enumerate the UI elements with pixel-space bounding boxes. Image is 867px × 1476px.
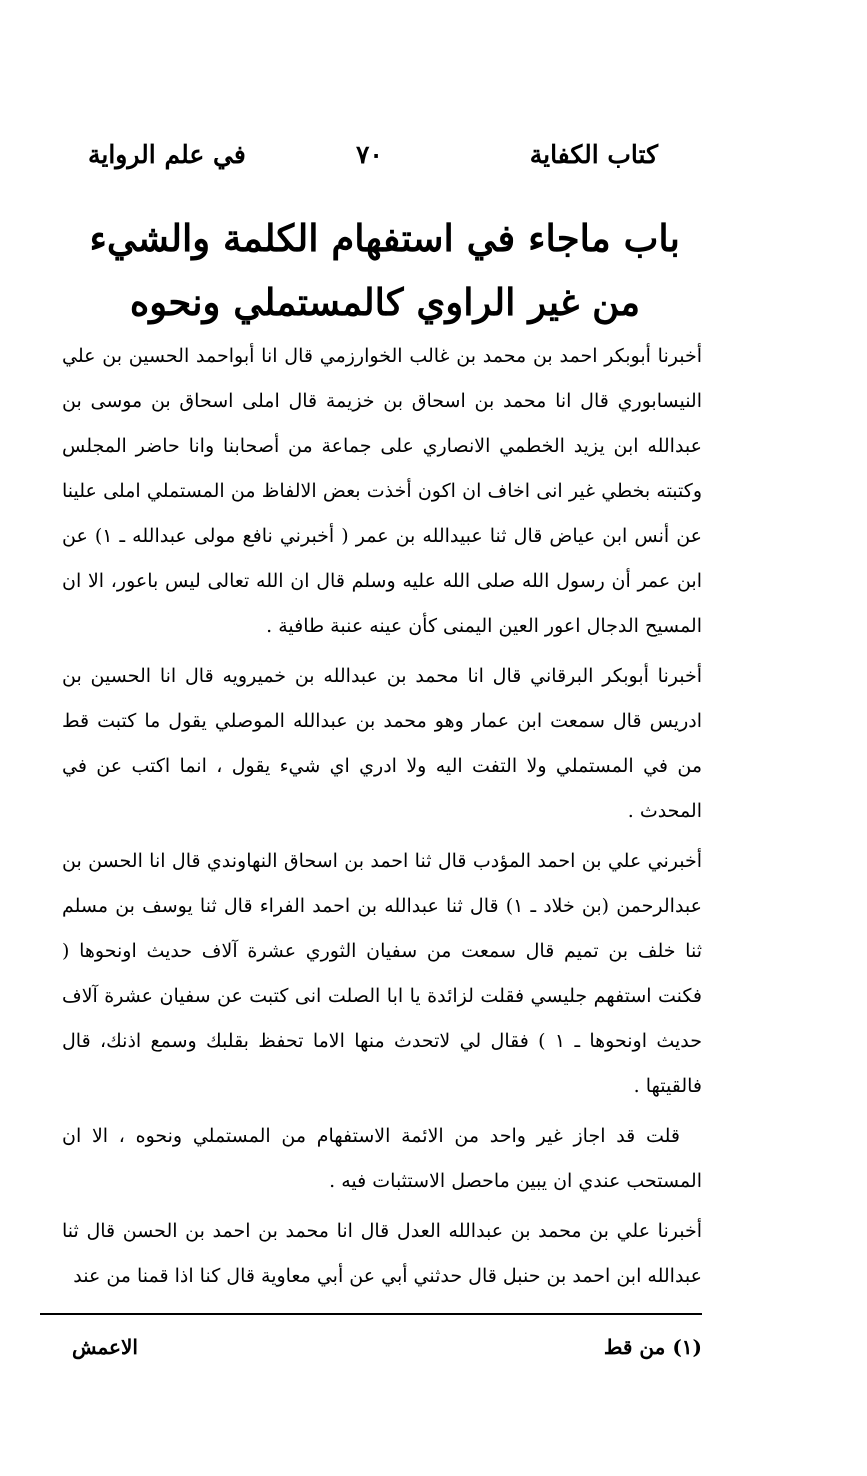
catchword: الاعمش <box>72 1335 138 1359</box>
body-text <box>62 334 702 1299</box>
chapter-title-line-2: من غير الراوي كالمستملي ونحوه <box>129 280 641 324</box>
paragraph: أخبرنا علي بن محمد بن عبدالله العدل قال انا محمد بن احمد بن الحسن قال ثنا عبدالله ابن احمد بن حنبل قال حدثني أبي عن أبي معاوية قال كنا اذا قمنا من عند <box>62 1220 702 1287</box>
paragraph: أخبرني علي بن احمد المؤدب قال ثنا احمد بن اسحاق النهاوندي قال انا الحسن بن عبدالرحمن (بن خلاد ـ ١) قال ثنا عبدالله بن احمد الفراء قال ثنا يوسف بن مسلم ثنا خلف بن تميم قال سمعت من سفيان الثوري عشرة آلاف حديث اونحوها ( فكنت استفهم جليسي فقلت لزائدة يا ابا الصلت انى كتبت عن سفيان عشرة آلاف حديث اونحوها ـ ١ ) فقال لي لاتحدث منها الاما تحفظ بقلبك وسمع اذنك، قال فالقيتها . <box>62 850 702 1097</box>
page-number: ٧٠ <box>356 140 383 169</box>
paragraph: أخبرنا أبوبكر احمد بن محمد بن غالب الخوارزمي قال انا أبواحمد الحسين بن علي النيسابوري قال انا محمد بن اسحاق بن خزيمة قال املى اسحاق بن موسى بن عبدالله ابن يزيد الخطمي الانصاري على جماعة من أصحابنا وانا حاضر المجلس وكتبته بخطي غير انى اخاف ان اكون أخذت بعض الالفاظ من المستملي املى علينا عن أنس ابن عياض قال ثنا عبيدالله بن عمر ( أخبرني نافع مولى عبدالله ـ ١) عن ابن عمر أن رسول الله صلى الله عليه وسلم قال ان الله تعالى ليس باعور، الا ان المسيح الدجال اعور العين اليمنى كأن عينه عنبة طافية . <box>62 345 702 637</box>
book-title: كتاب الكفاية <box>529 140 658 169</box>
paragraph: أخبرنا أبوبكر البرقاني قال انا محمد بن عبدالله بن خميرويه قال انا الحسين بن ادريس قال سمعت ابن عمار وهو محمد بن عبدالله الموصلي يقول ما كتبت قط من في المستملي ولا التفت اليه ولا ادري اي شيء يقول ، انما اكتب عن في المحدث . <box>62 665 703 822</box>
footnote-divider <box>40 1313 702 1315</box>
footnote-text: (١) من قط <box>603 1335 702 1359</box>
paragraph: قلت قد اجاز غير واحد من الائمة الاستفهام من المستملي ونحوه ، الا ان المستحب عندي ان يبين ماحصل الاستثبات فيه . <box>62 1125 702 1192</box>
footnote <box>62 1335 702 1371</box>
subject-title: في علم الرواية <box>88 140 246 169</box>
chapter-title-line-1: باب ماجاء في استفهام الكلمة والشيء <box>89 216 680 260</box>
running-header <box>88 140 658 180</box>
chapter-title <box>90 206 680 334</box>
